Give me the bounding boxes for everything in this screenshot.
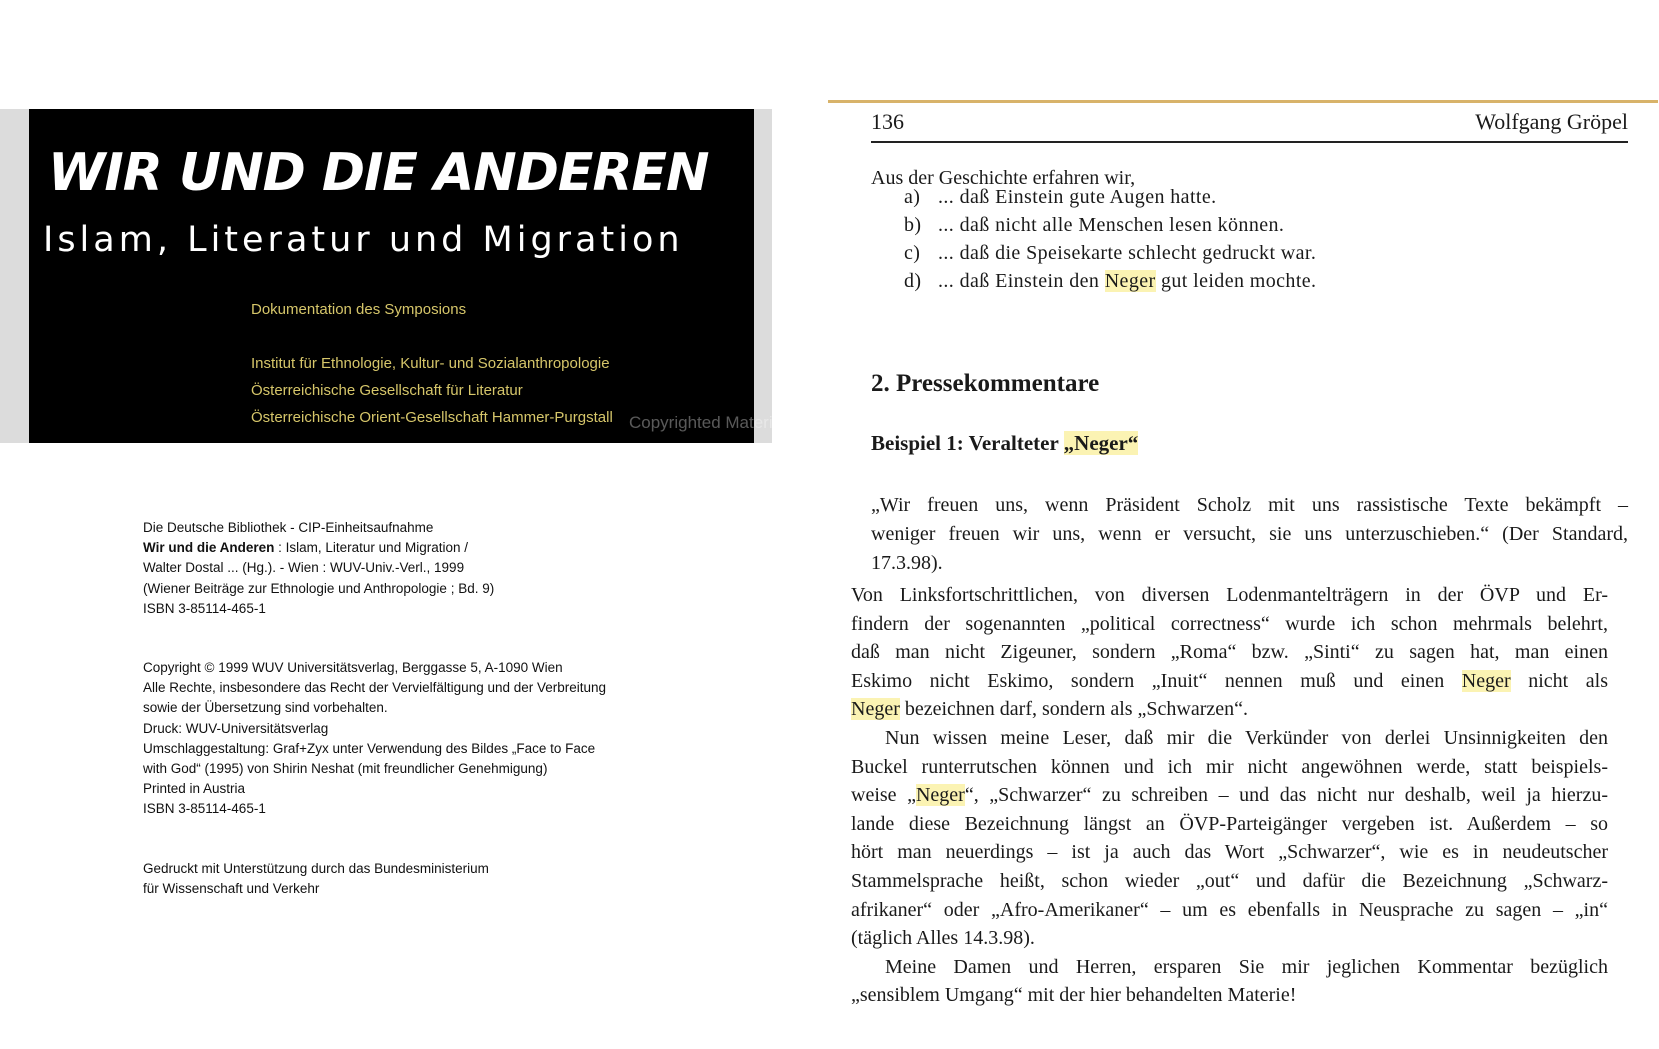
example-heading-prefix: Beispiel 1: Veralteter	[871, 431, 1064, 455]
text-line	[851, 581, 1608, 610]
press-quote	[871, 491, 1628, 578]
text-segment: findern der sogenannten „political correctness“ wurde ich schon mehrmals belehrt,	[851, 612, 1608, 635]
body-text	[851, 581, 1608, 1010]
page-author: Wolfgang Gröpel	[1475, 109, 1628, 134]
section-heading: 2. Pressekommentare	[871, 370, 1100, 397]
intro-line: Aus der Geschichte erfahren wir,	[871, 167, 1136, 189]
text-segment: bezeichnen darf, sondern als „Schwarzen“.	[899, 698, 1249, 721]
option-letter: c)	[904, 242, 921, 264]
text-line	[851, 667, 1608, 696]
imprint-line	[143, 599, 494, 619]
text-segment: Meine Damen und Herren, ersparen Sie mir jeglichen Kommentar bezüglich	[885, 955, 1608, 978]
imprint-text: (Wiener Beiträge zur Ethnologie und Anthropologie ; Bd. 9)	[143, 580, 495, 596]
highlight: „Neger“	[1063, 431, 1139, 455]
imprint-text: Walter Dostal ... (Hg.). - Wien : WUV-Univ.-Verl., 1999	[143, 560, 465, 576]
text-segment: Stammelsprache heißt, schon wieder „out“ und dafür die Bezeichnung „Schwarz-	[851, 869, 1608, 892]
quote-line: weniger freuen wir uns, wenn er versucht, sie uns unterzuschieben.“ (Der Standard,	[871, 523, 1628, 545]
page-number: 136	[871, 109, 904, 134]
cover-institution: Österreichische Gesellschaft für Literatur	[251, 382, 523, 399]
text-segment: weise „	[851, 784, 916, 807]
imprint-line	[143, 518, 494, 538]
text-line	[851, 638, 1608, 667]
imprint-text: ISBN 3-85114-465-1	[143, 600, 266, 616]
text-line	[851, 695, 1608, 724]
text-segment: Eskimo nicht Eskimo, sondern „Inuit“ nennen muß und einen	[851, 669, 1462, 692]
imprint-text: Die Deutsche Bibliothek - CIP-Einheitsaufnahme	[143, 520, 434, 535]
option-text: ... daß Einstein gute Augen hatte.	[938, 186, 1217, 208]
option-item	[904, 242, 1316, 265]
text-line	[851, 838, 1608, 867]
option-item	[904, 270, 1316, 293]
highlight: Neger	[915, 784, 965, 807]
imprint-line: Umschlaggestaltung: Graf+Zyx unter Verwendung des Bildes „Face to Face	[143, 740, 596, 756]
example-heading	[871, 431, 1138, 456]
book-cover	[29, 109, 786, 443]
text-line	[851, 781, 1608, 810]
text-line	[851, 924, 1608, 953]
highlight: Neger	[851, 698, 900, 721]
option-letter: b)	[904, 214, 922, 236]
cover-watermark: Copyrighted Material	[629, 413, 786, 432]
imprint-line: Gedruckt mit Unterstützung durch das Bundesministerium	[143, 861, 489, 876]
page-excerpt-bottom	[828, 581, 1658, 1049]
quote-line: „Wir freuen uns, wenn Präsident Scholz mit uns rassistische Texte bekämpft –	[871, 494, 1628, 516]
imprint-copyright	[143, 658, 606, 820]
option-item	[904, 214, 1284, 237]
imprint-line: Druck: WUV-Universitätsverlag	[143, 720, 329, 736]
imprint-line: ISBN 3-85114-465-1	[143, 801, 266, 817]
text-segment: daß man nicht Zigeuner, sondern „Roma“ bzw. „Sinti“ zu sagen hat, man einen	[851, 641, 1608, 664]
cover-institution: Österreichische Orient-Gesellschaft Hammer-Purgstall	[251, 409, 613, 426]
text-segment: „sensiblem Umgang“ mit der hier behandelten Materie!	[851, 984, 1297, 1007]
text-line	[851, 981, 1608, 1010]
highlight: Neger	[1104, 270, 1156, 292]
page-excerpt-top	[828, 100, 1658, 588]
cover-documentation: Dokumentation des Symposions	[251, 301, 467, 318]
text-segment: nicht als	[1510, 669, 1608, 692]
option-text: gut leiden mochte.	[1155, 270, 1317, 292]
page-header	[871, 107, 1628, 143]
text-line	[851, 610, 1608, 639]
text-segment: Von Linksfortschrittlichen, von diversen Lodenmantelträgern in der ÖVP und Er-	[851, 584, 1608, 606]
text-segment: Nun wissen meine Leser, daß mir die Verkünder von derlei Unsinnigkeiten den	[885, 726, 1608, 749]
option-letter: a)	[904, 186, 921, 208]
text-line	[851, 753, 1608, 782]
text-line	[851, 810, 1608, 839]
text-segment: “, „Schwarzer“ zu schreiben – und das nicht nur deshalb, weil ja hierzu-	[964, 784, 1609, 807]
imprint-line: sowie der Übersetzung sind vorbehalten.	[143, 700, 388, 716]
text-line	[851, 953, 1608, 982]
text-line	[851, 896, 1608, 925]
imprint-line	[143, 558, 494, 578]
imprint-text: : Islam, Literatur und Migration /	[274, 540, 468, 556]
option-text: ... daß Einstein den	[938, 270, 1105, 292]
imprint-support	[143, 859, 489, 899]
highlight: Neger	[1461, 669, 1511, 692]
imprint-line: Printed in Austria	[143, 781, 246, 797]
option-item	[904, 186, 1217, 209]
imprint-line	[143, 538, 494, 558]
text-segment: (täglich Alles 14.3.98).	[851, 927, 1035, 950]
text-segment: Buckel runterrutschen können und ich mir nicht angewöhnen werde, statt beispiels-	[851, 755, 1608, 778]
imprint-line: Copyright © 1999 WUV Universitätsverlag, Berggasse 5, A-1090 Wien	[143, 660, 563, 675]
text-segment: hört man neuerdings – ist ja auch das Wort „Schwarzer“, wie es in neudeutscher	[851, 841, 1608, 864]
option-letter: d)	[904, 270, 922, 292]
imprint-title: Wir und die Anderen	[143, 540, 275, 556]
cover-subtitle: Islam, Literatur und Migration	[43, 220, 684, 260]
text-segment: afrikaner“ oder „Afro-Amerikaner“ – um es ebenfalls in Neusprache zu sagen – „in“	[851, 898, 1608, 921]
imprint-line: für Wissenschaft und Verkehr	[143, 881, 320, 897]
cover-title: WIR UND DIE ANDEREN	[48, 143, 709, 203]
imprint-line	[143, 579, 494, 599]
quote-line: 17.3.98).	[871, 552, 943, 574]
cover-institution: Institut für Ethnologie, Kultur- und Sozialanthropologie	[251, 355, 610, 372]
imprint-line: Alle Rechte, insbesondere das Recht der Vervielfältigung und der Verbreitung	[143, 680, 607, 696]
imprint-line: with God“ (1995) von Shirin Neshat (mit freundlicher Genehmigung)	[143, 760, 548, 776]
option-text: ... daß die Speisekarte schlecht gedruckt war.	[938, 242, 1317, 264]
text-line	[851, 724, 1608, 753]
imprint-cip	[143, 518, 494, 619]
text-line	[851, 867, 1608, 896]
text-segment: lande diese Bezeichnung längst an ÖVP-Parteigänger vergeben ist. Außerdem – so	[851, 812, 1608, 835]
option-text: ... daß nicht alle Menschen lesen können.	[938, 214, 1285, 236]
